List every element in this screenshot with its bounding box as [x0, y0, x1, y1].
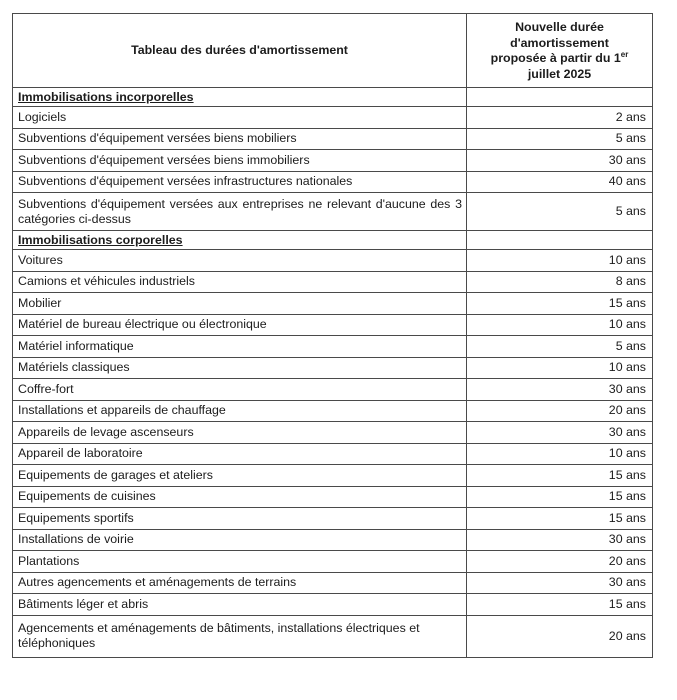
table-row — [13, 443, 653, 465]
row-label: Installations et appareils de chauffage — [13, 400, 467, 422]
row-label: Bâtiments léger et abris — [13, 594, 467, 616]
row-duration: 15 ans — [467, 486, 653, 508]
row-duration: 10 ans — [467, 357, 653, 379]
row-label: Appareil de laboratoire — [13, 443, 467, 465]
table-row — [13, 271, 653, 293]
row-duration: 20 ans — [467, 400, 653, 422]
row-label: Mobilier — [13, 293, 467, 315]
row-duration: 15 ans — [467, 465, 653, 487]
row-duration: 30 ans — [467, 150, 653, 172]
table-row — [13, 529, 653, 551]
table-row — [13, 465, 653, 487]
table-row — [13, 193, 653, 231]
table-row — [13, 572, 653, 594]
row-duration: 20 ans — [467, 615, 653, 657]
table-row — [13, 171, 653, 193]
table-row — [13, 594, 653, 616]
row-label: Camions et véhicules industriels — [13, 271, 467, 293]
row-label: Matériels classiques — [13, 357, 467, 379]
amortization-table — [12, 13, 653, 658]
section-title-incorporelles: Immobilisations incorporelles — [13, 88, 467, 107]
row-duration: 15 ans — [467, 293, 653, 315]
section-title-corporelles: Immobilisations corporelles — [13, 231, 467, 250]
table-row — [13, 357, 653, 379]
table-row — [13, 128, 653, 150]
row-duration: 15 ans — [467, 508, 653, 530]
row-duration: 20 ans — [467, 551, 653, 573]
row-label: Agencements et aménagements de bâtiments, installations électriques et téléphoniques — [13, 615, 467, 657]
header-new-duration — [467, 14, 653, 88]
table-row — [13, 293, 653, 315]
header-category: Tableau des durées d'amortissement — [13, 14, 467, 88]
section-empty-cell — [467, 88, 653, 107]
row-duration: 10 ans — [467, 250, 653, 272]
row-duration: 10 ans — [467, 443, 653, 465]
row-duration: 30 ans — [467, 572, 653, 594]
header-new-duration-sup: er — [620, 49, 629, 59]
row-duration: 30 ans — [467, 422, 653, 444]
table-row — [13, 336, 653, 358]
row-label: Installations de voirie — [13, 529, 467, 551]
row-duration: 40 ans — [467, 171, 653, 193]
row-label: Appareils de levage ascenseurs — [13, 422, 467, 444]
row-duration: 30 ans — [467, 529, 653, 551]
row-label: Subventions d'équipement versées biens immobiliers — [13, 150, 467, 172]
row-label: Subventions d'équipement versées aux entreprises ne relevant d'aucune des 3 catégories ci-dessus — [13, 193, 467, 231]
section-row-corporelles — [13, 231, 653, 250]
row-duration: 15 ans — [467, 594, 653, 616]
row-label: Equipements de cuisines — [13, 486, 467, 508]
row-label: Equipements sportifs — [13, 508, 467, 530]
table-row — [13, 250, 653, 272]
table-row — [13, 508, 653, 530]
row-label: Matériel de bureau électrique ou électronique — [13, 314, 467, 336]
table-row — [13, 400, 653, 422]
row-duration: 10 ans — [467, 314, 653, 336]
header-new-duration-line4: juillet 2025 — [527, 66, 592, 81]
row-label: Logiciels — [13, 107, 467, 129]
table-row — [13, 615, 653, 657]
row-label: Equipements de garages et ateliers — [13, 465, 467, 487]
table-row — [13, 422, 653, 444]
header-new-duration-line3: proposée à partir du 1 — [490, 51, 621, 65]
table-header-row — [13, 14, 653, 88]
section-empty-cell — [467, 231, 653, 250]
row-duration: 5 ans — [467, 128, 653, 150]
row-label: Autres agencements et aménagements de terrains — [13, 572, 467, 594]
table-row — [13, 551, 653, 573]
table-row — [13, 150, 653, 172]
header-new-duration-line1: Nouvelle durée — [515, 20, 604, 34]
table-row — [13, 379, 653, 401]
amortization-document — [12, 13, 652, 658]
row-label: Subventions d'équipement versées infrastructures nationales — [13, 171, 467, 193]
row-label: Voitures — [13, 250, 467, 272]
row-label: Subventions d'équipement versées biens mobiliers — [13, 128, 467, 150]
row-duration: 5 ans — [467, 336, 653, 358]
row-duration: 5 ans — [467, 193, 653, 231]
table-row — [13, 107, 653, 129]
row-label: Coffre-fort — [13, 379, 467, 401]
section-row-incorporelles — [13, 88, 653, 107]
table-row — [13, 486, 653, 508]
row-duration: 30 ans — [467, 379, 653, 401]
table-row — [13, 314, 653, 336]
row-duration: 2 ans — [467, 107, 653, 129]
row-label: Matériel informatique — [13, 336, 467, 358]
header-new-duration-line2: d'amortissement — [510, 35, 609, 50]
row-duration: 8 ans — [467, 271, 653, 293]
row-label: Plantations — [13, 551, 467, 573]
